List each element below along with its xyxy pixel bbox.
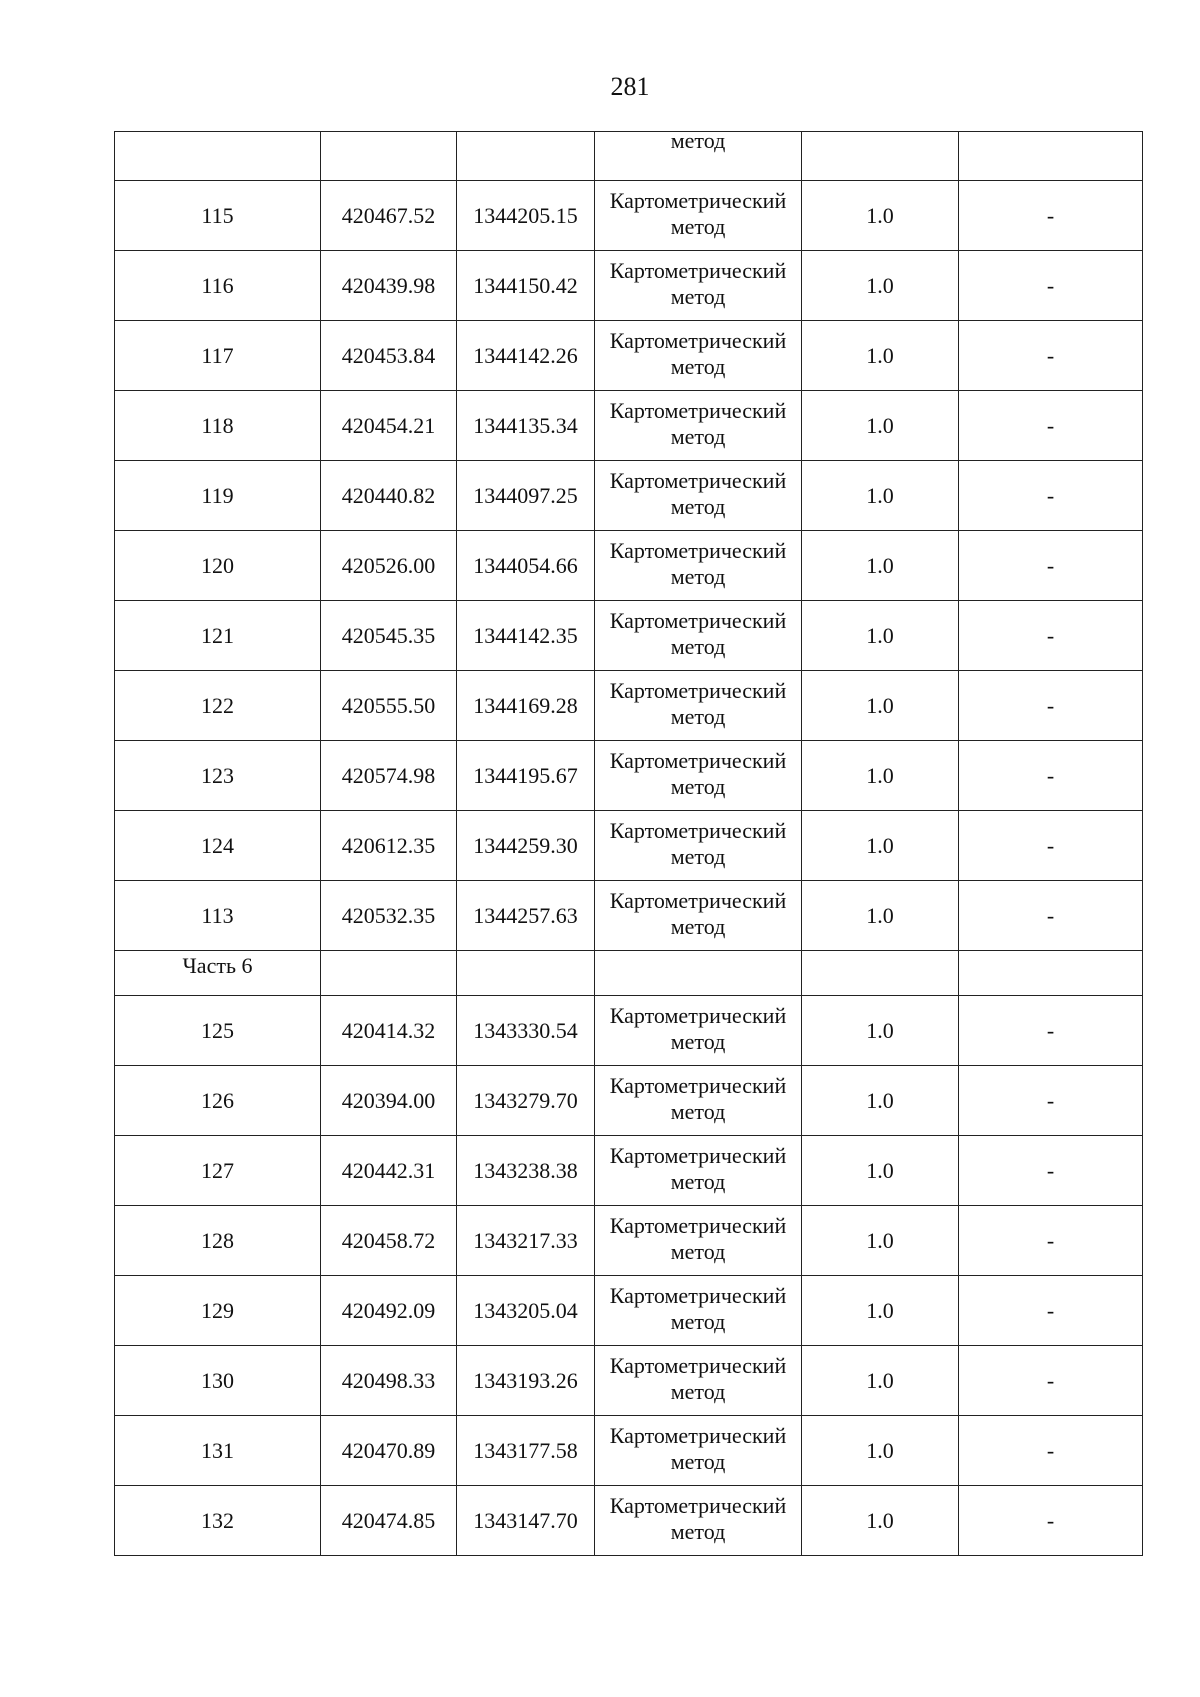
- cell-method-text: Картометрический метод: [609, 537, 787, 589]
- cell-accuracy: [802, 321, 959, 391]
- cell-accuracy-text: 1.0: [866, 202, 894, 228]
- cell-point-text: 113: [201, 902, 234, 928]
- cell-y: [457, 671, 595, 741]
- cell-accuracy-text: 1.0: [866, 1087, 894, 1113]
- cell-x-text: 420454.21: [341, 412, 436, 438]
- cell-x: [321, 1206, 457, 1276]
- cell-y-text: 1344054.66: [473, 552, 578, 578]
- cell-note-text: -: [1046, 1227, 1055, 1253]
- cell-y: [457, 251, 595, 321]
- cell-note: [959, 251, 1143, 321]
- cell-accuracy-text: 1.0: [866, 1437, 894, 1463]
- cell-y: [457, 1486, 595, 1556]
- cell-note-text: -: [1046, 342, 1055, 368]
- cell-method: [595, 1346, 802, 1416]
- cell-y-text: 1344205.15: [473, 202, 578, 228]
- cell-method-text: Картометрический метод: [609, 397, 787, 449]
- cell-point: [115, 1136, 321, 1206]
- table-row: [115, 601, 1143, 671]
- cell-method: [595, 1136, 802, 1206]
- cell-method: [595, 601, 802, 671]
- table-row: [115, 181, 1143, 251]
- cell-note-text: -: [1046, 552, 1055, 578]
- cell-method-text: Картометрический метод: [609, 1072, 787, 1124]
- table-row: [115, 321, 1143, 391]
- cell-method-text: Картометрический метод: [609, 1352, 787, 1404]
- cell-note: [959, 1486, 1143, 1556]
- cell-y: [457, 181, 595, 251]
- cell-x-text: 420574.98: [341, 762, 436, 788]
- cell-y-text: 1343279.70: [473, 1087, 578, 1113]
- cell-note-text: -: [1046, 412, 1055, 438]
- cell-y-text: 1344195.67: [473, 762, 578, 788]
- cell-method-text: Картометрический метод: [609, 327, 787, 379]
- cell-y-text: 1344135.34: [473, 412, 578, 438]
- table-section-row: [115, 951, 1143, 996]
- cell-x-text: 420394.00: [341, 1087, 436, 1113]
- cell-note-text: -: [1046, 482, 1055, 508]
- cell-method: [595, 811, 802, 881]
- coordinates-table-body: [115, 132, 1143, 1556]
- cell-note-text: -: [1046, 902, 1055, 928]
- cell-x-text: 420470.89: [341, 1437, 436, 1463]
- cell-y-text: 1344142.26: [473, 342, 578, 368]
- cell-x-text: 420458.72: [341, 1227, 436, 1253]
- cell-x-text: 420414.32: [341, 1017, 436, 1043]
- cell-y: [457, 531, 595, 601]
- cell-point-text: 128: [201, 1227, 234, 1253]
- cell-note: [959, 996, 1143, 1066]
- cell-point: [115, 1486, 321, 1556]
- table-row: [115, 1276, 1143, 1346]
- cell-point: [115, 1276, 321, 1346]
- cell-y-text: 1344259.30: [473, 832, 578, 858]
- cell-note-text: -: [1046, 832, 1055, 858]
- cell-accuracy: [802, 601, 959, 671]
- cell-y-text: 1344097.25: [473, 482, 578, 508]
- cell-accuracy-text: 1.0: [866, 832, 894, 858]
- cell-method-text: Картометрический метод: [609, 817, 787, 869]
- cell-point: [115, 811, 321, 881]
- table-row: [115, 1066, 1143, 1136]
- cell-method-text: Картометрический метод: [609, 1422, 787, 1474]
- cell-method: [595, 321, 802, 391]
- cell-y-text: 1343193.26: [473, 1367, 578, 1393]
- cell-x-text: 420492.09: [341, 1297, 436, 1323]
- table-row: [115, 1416, 1143, 1486]
- table-row: [115, 461, 1143, 531]
- table-row: [115, 391, 1143, 461]
- cell-method-text: Картометрический метод: [609, 607, 787, 659]
- method-text: метод: [670, 131, 726, 153]
- cell-accuracy: [802, 251, 959, 321]
- cell-x-text: 420474.85: [341, 1507, 436, 1533]
- cell-accuracy: [802, 996, 959, 1066]
- cell-x: [321, 1276, 457, 1346]
- cell-point-text: 130: [201, 1367, 234, 1393]
- cell-note-text: -: [1046, 1297, 1055, 1323]
- cell-accuracy-text: 1.0: [866, 342, 894, 368]
- cell-note: [959, 1346, 1143, 1416]
- table-row: [115, 996, 1143, 1066]
- cell-note-text: -: [1046, 1017, 1055, 1043]
- coordinates-table: [114, 131, 1143, 1556]
- cell-point: [115, 461, 321, 531]
- cell-accuracy: [802, 531, 959, 601]
- cell-y: [457, 132, 595, 181]
- cell-y: [457, 996, 595, 1066]
- cell-point: [115, 321, 321, 391]
- cell-method: [595, 461, 802, 531]
- cell-y: [457, 1136, 595, 1206]
- cell-accuracy: [802, 1416, 959, 1486]
- cell-point-text: 115: [201, 202, 234, 228]
- cell-note: [959, 1206, 1143, 1276]
- cell-x: [321, 391, 457, 461]
- cell-x: [321, 461, 457, 531]
- cell-accuracy: [802, 1066, 959, 1136]
- cell-y-text: 1343330.54: [473, 1017, 578, 1043]
- cell-point: [115, 181, 321, 251]
- cell-note: [959, 461, 1143, 531]
- cell-x: [321, 1066, 457, 1136]
- cell-note-text: -: [1046, 1367, 1055, 1393]
- table-row: [115, 251, 1143, 321]
- cell-x: [321, 251, 457, 321]
- cell-x-text: 420526.00: [341, 552, 436, 578]
- cell-accuracy-text: 1.0: [866, 902, 894, 928]
- cell-method: [595, 1206, 802, 1276]
- cell-y: [457, 1066, 595, 1136]
- cell-accuracy-text: 1.0: [866, 762, 894, 788]
- table-row: [115, 741, 1143, 811]
- cell-y: [457, 461, 595, 531]
- cell-point: [115, 1066, 321, 1136]
- cell-y-text: 1343177.58: [473, 1437, 578, 1463]
- cell-method-text: Картометрический метод: [609, 1212, 787, 1264]
- cell-y: [457, 1416, 595, 1486]
- cell-point-text: 125: [201, 1017, 234, 1043]
- cell-note-text: -: [1046, 622, 1055, 648]
- cell-x-text: 420467.52: [341, 202, 436, 228]
- cell-method-text: Картометрический метод: [609, 747, 787, 799]
- cell-note: [959, 531, 1143, 601]
- cell-note-text: -: [1046, 272, 1055, 298]
- cell-point: [115, 881, 321, 951]
- cell-x: [321, 1486, 457, 1556]
- table-row: [115, 881, 1143, 951]
- cell-method-text: Картометрический метод: [609, 187, 787, 239]
- cell-point-text: 120: [201, 552, 234, 578]
- cell-note: [959, 1416, 1143, 1486]
- cell-point: [115, 1416, 321, 1486]
- cell-x-text: 420442.31: [341, 1157, 436, 1183]
- cell-point: [115, 601, 321, 671]
- cell-empty: [457, 951, 595, 996]
- cell-x: [321, 601, 457, 671]
- cell-accuracy-text: 1.0: [866, 1017, 894, 1043]
- cell-point-text: 124: [201, 832, 234, 858]
- cell-y-text: 1344150.42: [473, 272, 578, 298]
- cell-accuracy-text: 1.0: [866, 412, 894, 438]
- cell-accuracy: [802, 1206, 959, 1276]
- cell-accuracy: [802, 1276, 959, 1346]
- cell-accuracy-text: 1.0: [866, 552, 894, 578]
- cell-accuracy-text: 1.0: [866, 622, 894, 648]
- cell-x: [321, 1346, 457, 1416]
- cell-point-text: 122: [201, 692, 234, 718]
- cell-accuracy: [802, 181, 959, 251]
- cell-accuracy: [802, 132, 959, 181]
- cell-note: [959, 391, 1143, 461]
- cell-note-text: -: [1046, 1087, 1055, 1113]
- cell-point-text: 127: [201, 1157, 234, 1183]
- cell-point-text: 126: [201, 1087, 234, 1113]
- cell-x: [321, 132, 457, 181]
- cell-y-text: 1344257.63: [473, 902, 578, 928]
- cell-y: [457, 1276, 595, 1346]
- cell-note: [959, 321, 1143, 391]
- cell-point-text: 117: [201, 342, 234, 368]
- cell-note-text: -: [1046, 692, 1055, 718]
- cell-accuracy: [802, 811, 959, 881]
- cell-x: [321, 321, 457, 391]
- cell-note: [959, 181, 1143, 251]
- cell-empty: [595, 951, 802, 996]
- cell-point-text: 129: [201, 1297, 234, 1323]
- cell-note-text: -: [1046, 1157, 1055, 1183]
- cell-point-text: 116: [201, 272, 234, 298]
- cell-x: [321, 881, 457, 951]
- cell-x-text: 420498.33: [341, 1367, 436, 1393]
- cell-x-text: 420532.35: [341, 902, 436, 928]
- cell-point-text: 121: [201, 622, 234, 648]
- cell-y: [457, 741, 595, 811]
- cell-y-text: 1344169.28: [473, 692, 578, 718]
- cell-empty: [959, 951, 1143, 996]
- cell-x-text: 420545.35: [341, 622, 436, 648]
- cell-method-text: Картометрический метод: [609, 1002, 787, 1054]
- cell-x-text: 420612.35: [341, 832, 436, 858]
- table-row: [115, 1346, 1143, 1416]
- cell-y: [457, 601, 595, 671]
- cell-accuracy-text: 1.0: [866, 1297, 894, 1323]
- cell-empty: [802, 951, 959, 996]
- cell-accuracy-text: 1.0: [866, 1157, 894, 1183]
- cell-method-text: Картометрический метод: [609, 467, 787, 519]
- cell-x-text: 420439.98: [341, 272, 436, 298]
- cell-note: [959, 671, 1143, 741]
- cell-point: [115, 1206, 321, 1276]
- cell-method: [595, 251, 802, 321]
- cell-accuracy: [802, 1136, 959, 1206]
- cell-note: [959, 741, 1143, 811]
- cell-accuracy: [802, 391, 959, 461]
- cell-x-text: 420440.82: [341, 482, 436, 508]
- cell-x: [321, 1136, 457, 1206]
- page-number: 281: [610, 72, 650, 101]
- cell-x: [321, 181, 457, 251]
- cell-accuracy-text: 1.0: [866, 1227, 894, 1253]
- table-row: [115, 1206, 1143, 1276]
- cell-note-text: -: [1046, 762, 1055, 788]
- cell-method: [595, 1416, 802, 1486]
- cell-point: [115, 1346, 321, 1416]
- cell-point-text: 118: [201, 412, 234, 438]
- cell-method: [595, 391, 802, 461]
- cell-accuracy: [802, 461, 959, 531]
- cell-point: [115, 132, 321, 181]
- cell-accuracy: [802, 1346, 959, 1416]
- cell-note-text: -: [1046, 1507, 1055, 1533]
- cell-method: [595, 881, 802, 951]
- cell-note: [959, 1066, 1143, 1136]
- cell-method-text: Картометрический метод: [609, 1282, 787, 1334]
- cell-point: [115, 996, 321, 1066]
- cell-accuracy-text: 1.0: [866, 1367, 894, 1393]
- table-row: [115, 671, 1143, 741]
- table-row: [115, 531, 1143, 601]
- cell-accuracy: [802, 1486, 959, 1556]
- table-row: [115, 1486, 1143, 1556]
- cell-accuracy: [802, 881, 959, 951]
- cell-y-text: 1343205.04: [473, 1297, 578, 1323]
- cell-method: [595, 1486, 802, 1556]
- cell-note: [959, 601, 1143, 671]
- cell-method: [595, 531, 802, 601]
- cell-point-text: 123: [201, 762, 234, 788]
- table-row: [115, 811, 1143, 881]
- cell-y: [457, 881, 595, 951]
- cell-y: [457, 1346, 595, 1416]
- cell-y-text: 1343217.33: [473, 1227, 578, 1253]
- section-label-text: Часть 6: [182, 953, 253, 978]
- cell-note: [959, 811, 1143, 881]
- cell-method: [595, 741, 802, 811]
- cell-note: [959, 1136, 1143, 1206]
- cell-point-text: 119: [201, 482, 234, 508]
- cell-x: [321, 741, 457, 811]
- cell-point: [115, 251, 321, 321]
- cell-note: [959, 1276, 1143, 1346]
- cell-x: [321, 996, 457, 1066]
- cell-point: [115, 741, 321, 811]
- cell-method: [595, 132, 802, 181]
- cell-accuracy-text: 1.0: [866, 1507, 894, 1533]
- cell-accuracy-text: 1.0: [866, 692, 894, 718]
- cell-method: [595, 671, 802, 741]
- cell-method-text: Картометрический метод: [609, 257, 787, 309]
- cell-point: [115, 531, 321, 601]
- cell-accuracy: [802, 671, 959, 741]
- cell-x: [321, 811, 457, 881]
- cell-accuracy: [802, 741, 959, 811]
- table-row-continued: [115, 132, 1143, 181]
- section-label: [115, 951, 321, 996]
- cell-y: [457, 811, 595, 881]
- cell-y: [457, 391, 595, 461]
- cell-method-text: Картометрический метод: [609, 677, 787, 729]
- cell-point: [115, 671, 321, 741]
- cell-note-text: -: [1046, 202, 1055, 228]
- cell-x-text: 420555.50: [341, 692, 436, 718]
- cell-method: [595, 181, 802, 251]
- cell-method-text: Картометрический метод: [609, 887, 787, 939]
- cell-x: [321, 671, 457, 741]
- cell-x: [321, 531, 457, 601]
- cell-point-text: 132: [201, 1507, 234, 1533]
- cell-method-text: Картометрический метод: [609, 1492, 787, 1544]
- cell-x: [321, 1416, 457, 1486]
- cell-point-text: 131: [201, 1437, 234, 1463]
- cell-accuracy-text: 1.0: [866, 482, 894, 508]
- cell-method: [595, 1066, 802, 1136]
- cell-y-text: 1343147.70: [473, 1507, 578, 1533]
- cell-y: [457, 1206, 595, 1276]
- cell-y-text: 1343238.38: [473, 1157, 578, 1183]
- cell-y-text: 1344142.35: [473, 622, 578, 648]
- cell-empty: [321, 951, 457, 996]
- cell-note: [959, 132, 1143, 181]
- cell-y: [457, 321, 595, 391]
- cell-method: [595, 1276, 802, 1346]
- cell-accuracy-text: 1.0: [866, 272, 894, 298]
- cell-note: [959, 881, 1143, 951]
- table-row: [115, 1136, 1143, 1206]
- cell-point: [115, 391, 321, 461]
- cell-method: [595, 996, 802, 1066]
- cell-method-text: Картометрический метод: [609, 1142, 787, 1194]
- cell-x-text: 420453.84: [341, 342, 436, 368]
- cell-note-text: -: [1046, 1437, 1055, 1463]
